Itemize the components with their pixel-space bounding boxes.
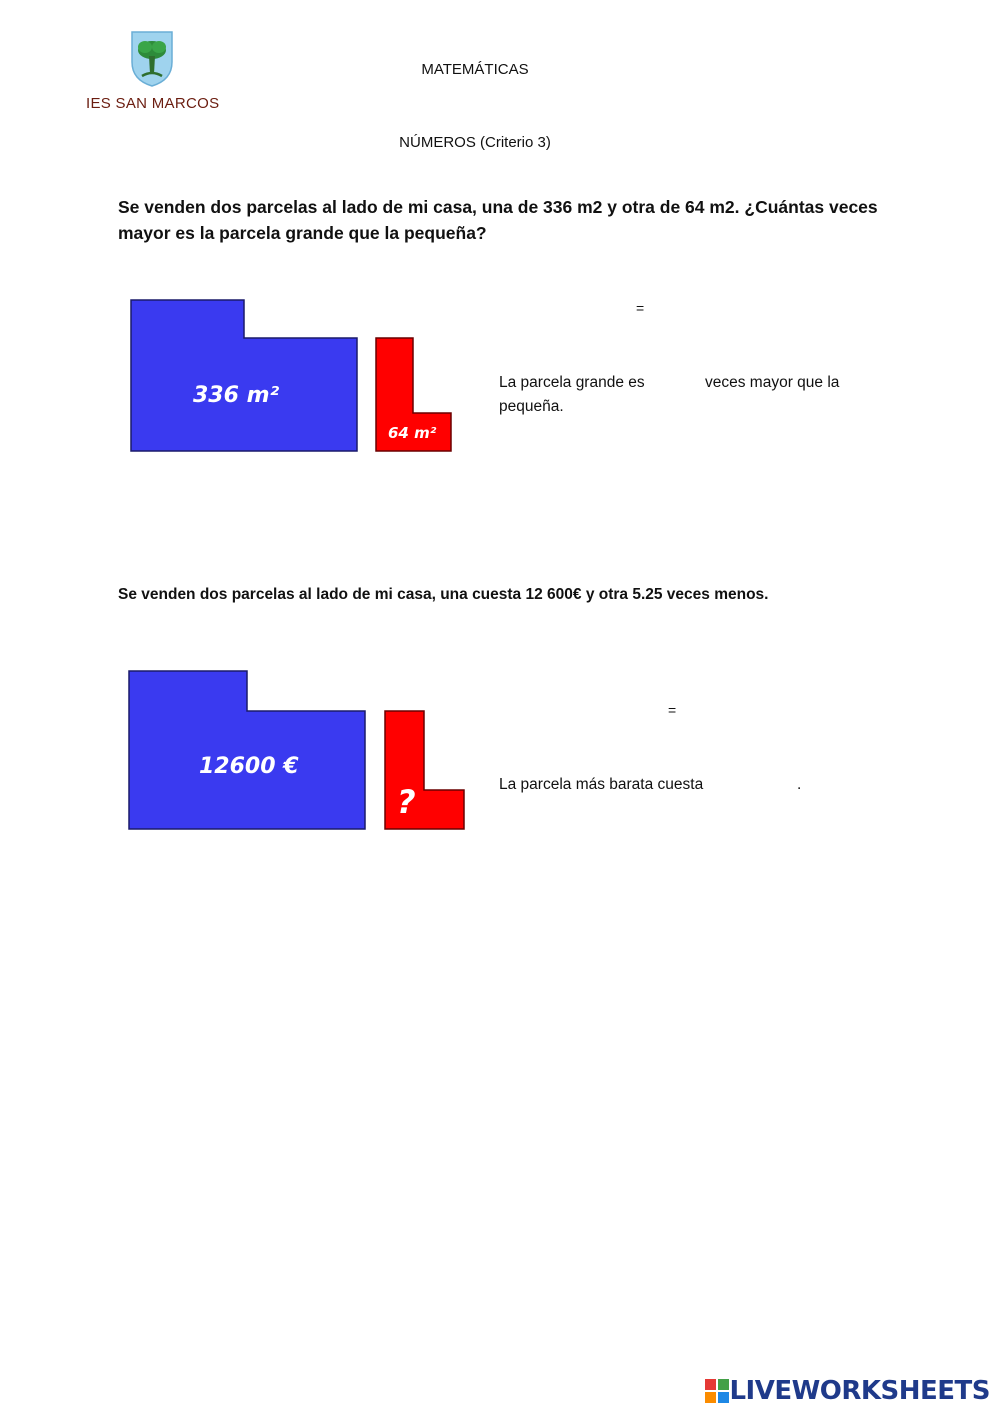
brand-text: LIVEWORKSHEETS (729, 1376, 990, 1406)
section-title: NÚMEROS (Criterio 3) (399, 134, 551, 151)
problem-1-shapes (129, 298, 455, 456)
problem-2-operation-input[interactable] (590, 700, 672, 722)
problem-1-result-input[interactable] (652, 298, 736, 320)
problem-2-answer-after: . (797, 776, 802, 793)
expensive-parcel-shape (129, 671, 365, 829)
big-parcel-label: 336 m² (193, 383, 280, 408)
problem-2-equals: = (668, 702, 677, 718)
subject-title: MATEMÁTICAS (421, 61, 529, 78)
problem-1-answer-before: La parcela grande es (499, 374, 645, 391)
problem-1-answer-line2: pequeña. (499, 398, 564, 415)
problem-2-result-input[interactable] (684, 700, 768, 722)
liveworksheets-brand[interactable] (705, 1376, 990, 1406)
liveworksheets-logo-icon (705, 1379, 729, 1403)
problem-2-shapes (127, 669, 469, 833)
school-logo-icon (128, 28, 176, 88)
expensive-parcel-label: 12600 € (199, 754, 299, 779)
big-parcel-shape (131, 300, 357, 451)
small-parcel-label: 64 m² (388, 424, 437, 442)
school-name: IES SAN MARCOS (86, 95, 220, 112)
problem-1-answer-input[interactable] (655, 373, 707, 395)
problem-2-answer-input[interactable] (718, 775, 800, 797)
problem-2-answer-before: La parcela más barata cuesta (499, 776, 704, 793)
cheap-parcel-question-mark: ? (397, 783, 416, 821)
problem-1-equals: = (636, 300, 645, 316)
problem-2-question: Se venden dos parcelas al lado de mi casa, una cuesta 12 600€ y otra 5.25 veces menos. (118, 586, 769, 603)
problem-1-question: Se venden dos parcelas al lado de mi casa, una de 336 m2 y otra de 64 m2. ¿Cuántas veces mayor es la parcela grande que la pequeña? (118, 197, 878, 243)
problem-1-operation-input[interactable] (560, 298, 640, 320)
problem-1-answer-after: veces mayor que la (705, 374, 840, 391)
